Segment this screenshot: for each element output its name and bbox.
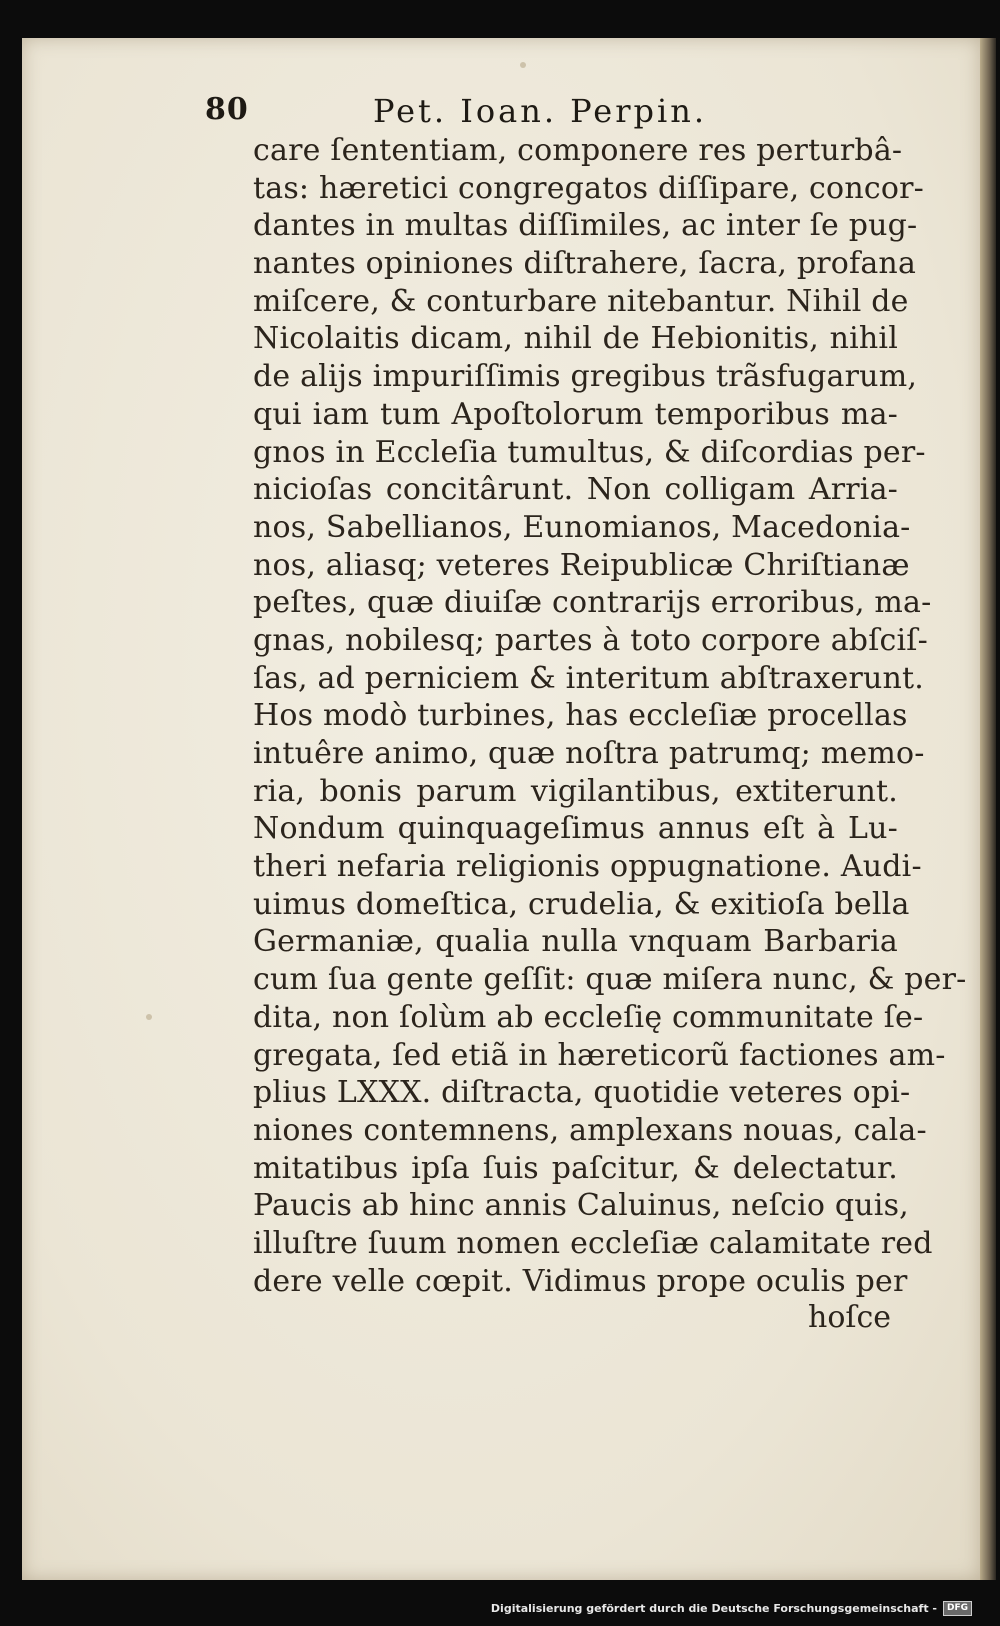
text-line: intuêre animo, quæ noſtra patrumq; memo- <box>253 736 925 771</box>
text-line: dita, non ſolùm ab eccleſię communitate ſe- <box>253 999 924 1035</box>
text-line: nos, aliasq; veteres Reipublicæ Chriſtianæ <box>253 547 910 583</box>
text-line: mitatibus ipſa ſuis paſcitur, & delectatur. <box>253 1150 898 1186</box>
digitization-credit <box>491 1601 972 1616</box>
catchword: hoſce <box>808 1300 892 1335</box>
text-line: cum ſua gente geſſit: quæ miſera nunc, & per- <box>253 962 967 998</box>
text-line: gregata, ſed etiã in hæreticorũ factiones am- <box>253 1037 946 1073</box>
text-line: tas: hæretici congregatos diſſipare, concor- <box>253 170 924 206</box>
text-line: ſas, ad perniciem & interitum abſtraxerunt. <box>253 660 925 696</box>
credit-text: Digitalisierung gefördert durch die Deutsche Forschungsgemeinschaft - <box>490 1602 937 1615</box>
text-line: Germaniæ, qualia nulla vnquam Barbaria <box>253 924 898 960</box>
text-line: peſtes, quæ diuiſæ contrarijs erroribus, ma- <box>253 585 932 621</box>
text-line: nos, Sabellianos, Eunomianos, Macedonia- <box>253 509 911 545</box>
text-line: miſcere, & conturbare nitebantur. Nihil de <box>253 283 909 319</box>
text-line: qui iam tum Apoſtolorum temporibus ma- <box>253 396 898 432</box>
text-line: theri nefaria religionis oppugnatione. Audi- <box>253 849 922 885</box>
text-line: gnos in Eccleſia tumultus, & diſcordias per- <box>253 434 926 470</box>
text-line: Nicolaitis dicam, nihil de Hebionitis, nihil <box>253 321 898 357</box>
page-number: 80 <box>205 92 249 127</box>
paper-speck <box>520 62 526 68</box>
text-line: gnas, nobilesq; partes à toto corpore abſciſ- <box>253 622 928 658</box>
text-line: Hos modò turbines, has eccleſiæ procellas <box>253 698 908 734</box>
text-line: de alijs impuriſſimis gregibus trãsfugarum, <box>253 359 918 395</box>
text-line: niones contemnens, amplexans nouas, cala- <box>253 1112 927 1148</box>
text-line: uimus domeſtica, crudelia, & exitioſa bella <box>253 886 910 922</box>
text-line: illuſtre ſuum nomen eccleſiæ calamitate red <box>253 1225 933 1261</box>
text-line: dere velle cœpit. Vidimus prope oculis per <box>253 1263 908 1299</box>
body-text <box>253 132 967 1300</box>
text-line: Nondum quinquageſimus annus eſt à Lu- <box>253 811 898 847</box>
text-line: nicioſas concitârunt. Non colligam Arria- <box>253 472 898 508</box>
paper-speck <box>146 1014 152 1020</box>
page-edge-shadow <box>980 38 996 1580</box>
text-line: care ſententiam, componere res perturbâ- <box>253 133 903 168</box>
text-line: dantes in multas diſſimiles, ac inter ſe pug- <box>253 208 918 244</box>
text-line: nantes opiniones diſtrahere, ſacra, profana <box>253 246 917 282</box>
text-line: Paucis ab hinc annis Caluinus, neſcio quis, <box>253 1188 909 1224</box>
dfg-logo: DFG <box>943 1601 972 1616</box>
running-head: Pet. Ioan. Perpin. <box>373 92 707 130</box>
text-line: ria, bonis parum vigilantibus, extiterunt. <box>253 773 898 809</box>
text-line: plius LXXX. diſtracta, quotidie veteres opi- <box>253 1075 911 1111</box>
